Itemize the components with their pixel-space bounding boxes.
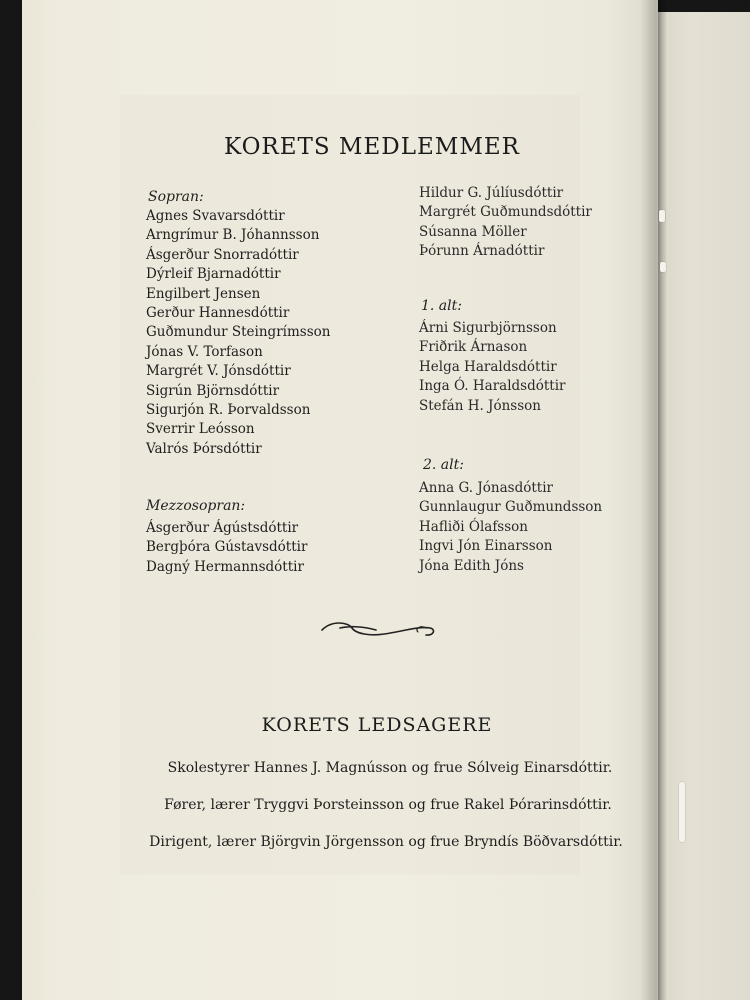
escort-line: Dirigent, lærer Björgvin Jörgensson og frue Bryndís Böðvarsdóttir. [149,834,623,850]
alt2-list [419,479,602,576]
alt1-label: 1. alt: [421,298,462,314]
mezzosopran-list [146,519,307,577]
list-item: Sigrún Björnsdóttir [146,382,280,399]
list-item: Sigurjón R. Þorvaldsson [146,402,311,419]
list-item: Sverrir Leósson [146,421,255,438]
binding-stitch [660,262,666,272]
list-item: Margrét V. Jónsdóttir [146,363,291,380]
list-item: Stefán H. Jónsson [419,397,541,414]
list-item: Jónas V. Torfason [146,343,263,360]
list-item: Dýrleif Bjarnadóttir [146,266,281,283]
alt1-list [419,319,565,416]
list-item: Valrós Þórsdóttir [146,440,262,457]
list-item: Engilbert Jensen [146,285,261,302]
escort-line: Fører, lærer Tryggvi Þorsteinsson og frue Rakel Þórarinsdóttir. [164,797,612,813]
right-page-edge [652,12,750,1000]
list-item: Anna G. Jónasdóttir [419,480,553,496]
list-item: Gerður Hannesdóttir [146,305,290,322]
binding-stitch [659,210,665,222]
sopran-label: Sopran: [148,189,204,205]
list-item: Gunnlaugur Guðmundsson [419,499,603,516]
list-item: Margrét Guðmundsdóttir [419,204,592,221]
sopran-list [146,207,330,459]
alt2-label: 2. alt: [423,457,464,473]
list-item: Friðrik Árnason [419,339,528,356]
mezzosopran-continued-list [419,184,592,262]
list-item: Ingvi Jón Einarsson [419,538,553,555]
list-item: Helga Haraldsdóttir [419,358,557,375]
list-item: Inga Ó. Haraldsdóttir [419,378,566,395]
list-item: Þórunn Árnadóttir [419,243,545,260]
members-title: KORETS MEDLEMMER [224,134,520,160]
list-item: Ásgerður Ágústsdóttir [146,520,299,536]
list-item: Jóna Edith Jóns [419,557,524,574]
list-item: Dagný Hermannsdóttir [146,558,304,575]
flourish-ornament [318,616,438,642]
list-item: Arngrímur B. Jóhannsson [146,227,320,244]
list-item: Agnes Svavarsdóttir [146,208,285,224]
list-item: Ásgerður Snorradóttir [146,246,299,263]
escorts-title: KORETS LEDSAGERE [261,714,493,736]
list-item: Guðmundur Steingrímsson [146,324,331,341]
list-item: Hildur G. Júlíusdóttir [419,185,564,201]
mezzosopran-label: Mezzosopran: [146,498,246,514]
list-item: Súsanna Möller [419,223,527,240]
list-item: Hafliði Ólafsson [419,518,528,535]
list-item: Bergþóra Gústavsdóttir [146,539,308,556]
escort-line: Skolestyrer Hannes J. Magnússon og frue Sólveig Einarsdóttir. [167,760,613,776]
list-item: Árni Sigurbjörnsson [419,320,557,336]
